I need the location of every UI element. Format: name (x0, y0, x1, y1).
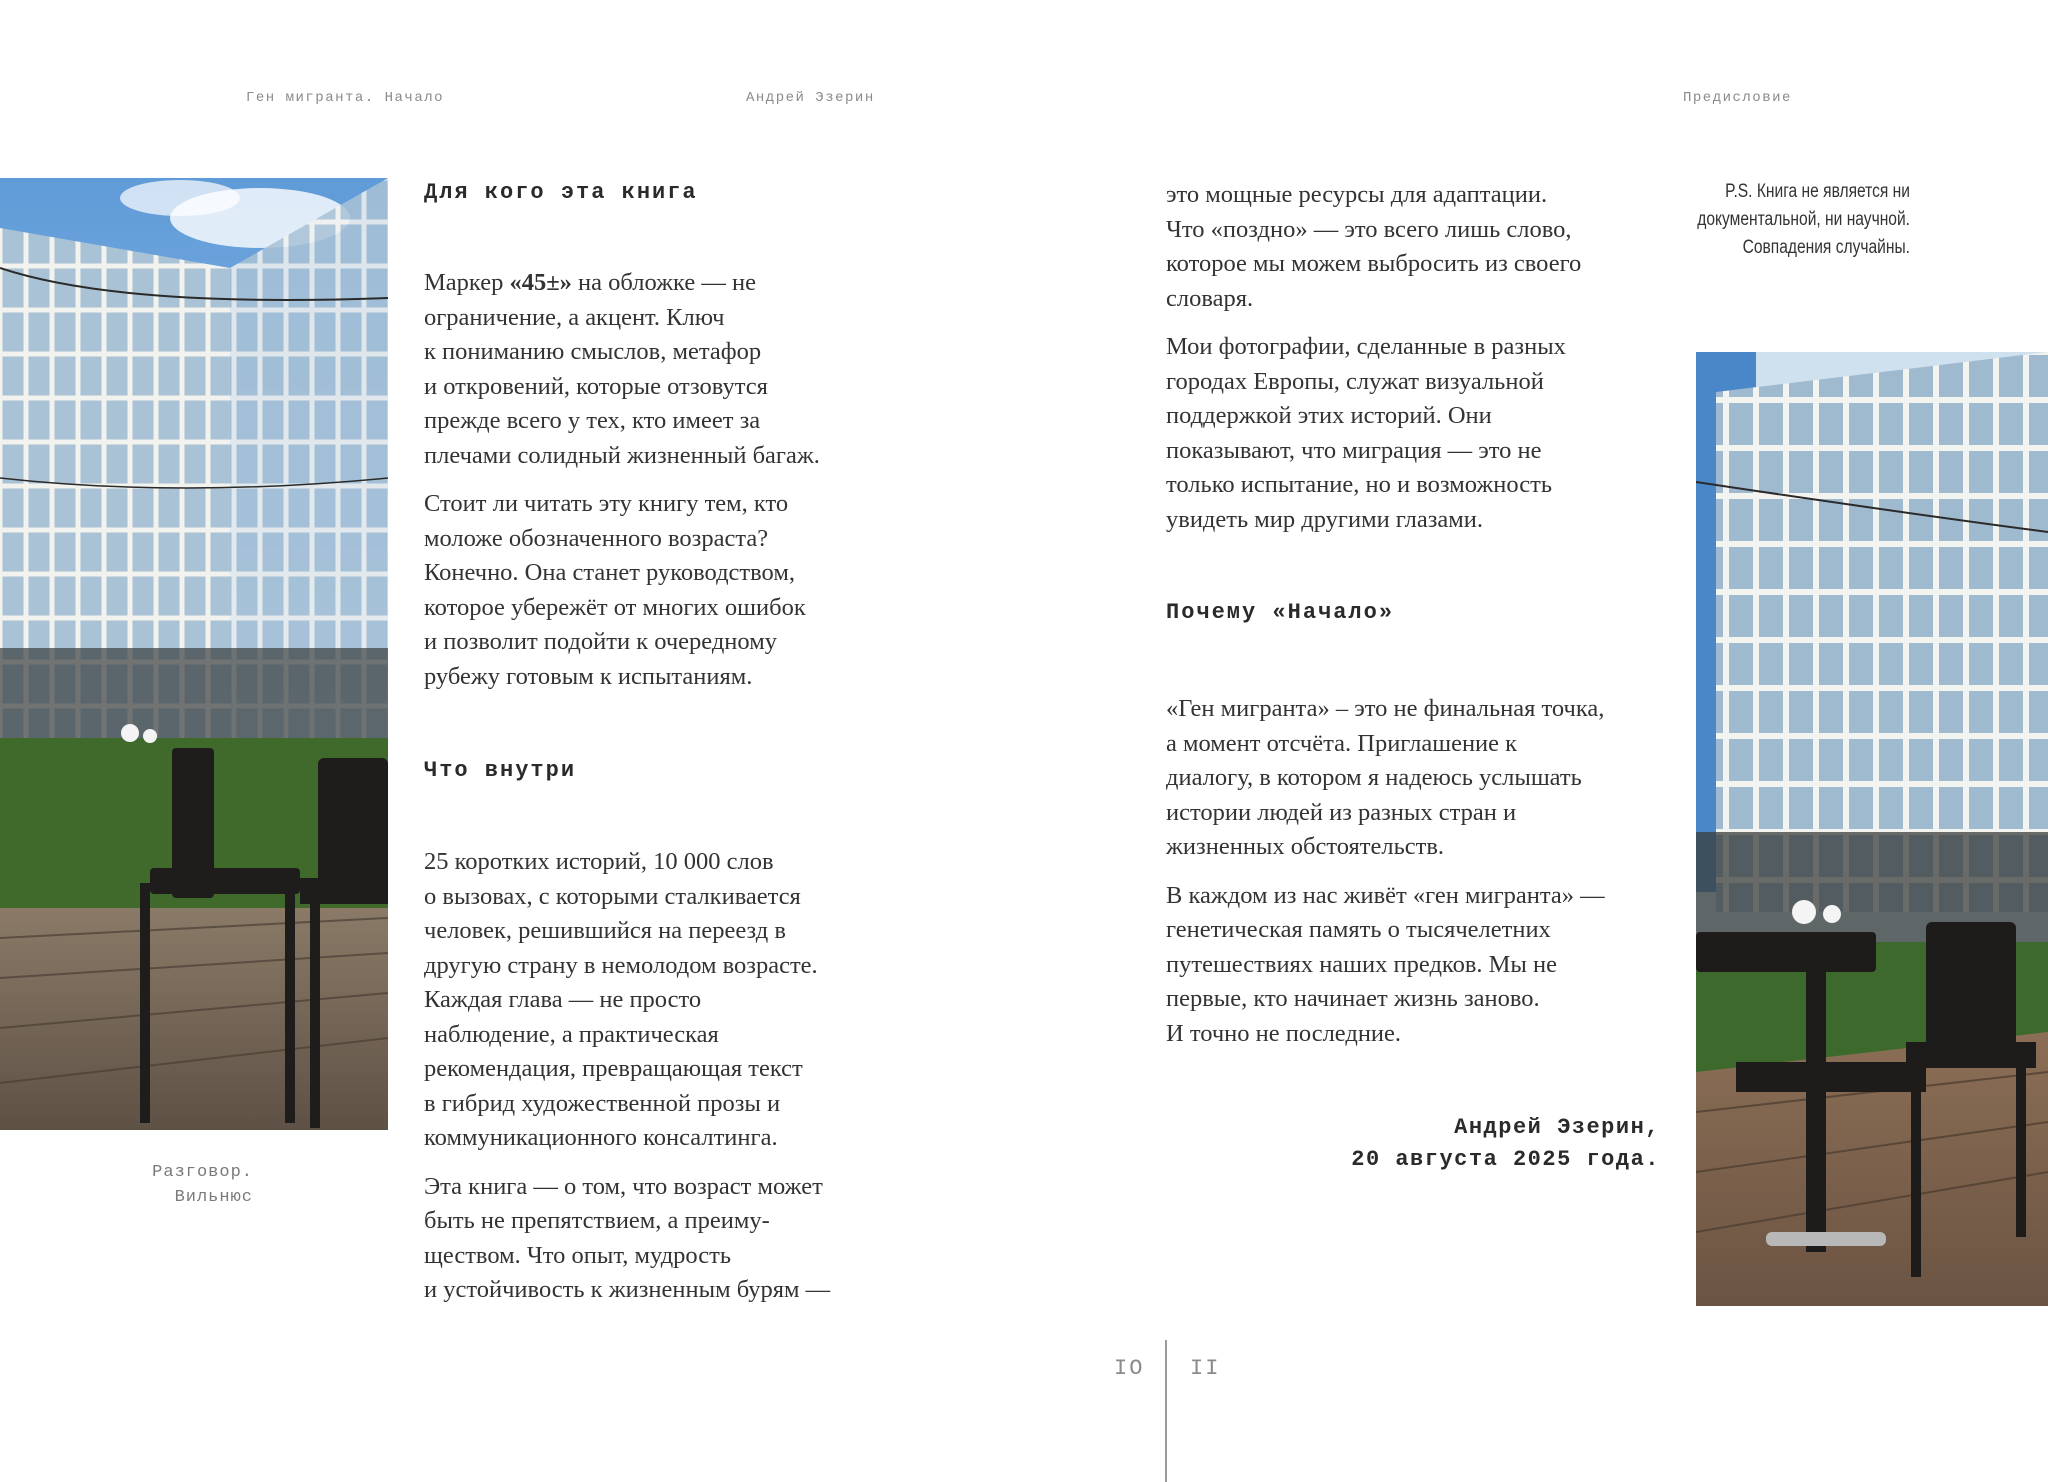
paragraph-younger-readers: Стоит ли читать эту книгу тем, кто моложе обозначенного возраста? Конечно. Она станет руководством, которое убережёт от многих ошибок и позволит подойти к очередному рубежу готовым к испытаниям. (424, 490, 806, 690)
page-number-left: IO (1114, 1356, 1145, 1381)
gutter-divider (1165, 1340, 1167, 1482)
courtyard-photo-right (1696, 352, 2048, 1306)
signature-date: 20 августа 2025 года. (1351, 1147, 1660, 1172)
courtyard-photo-left (0, 178, 388, 1130)
running-head-section: Предисловие (1683, 90, 1792, 106)
running-head-author: Андрей Эзерин (746, 90, 875, 106)
heading-audience: Для кого эта книга (424, 180, 698, 205)
paragraph-photos: Мои фотографии, сделанные в разных городах Европы, служат визуальной поддержкой этих историй. Они показывают, что миграция — это не только испытание, но и возможность увидеть мир другими глазами. (1166, 333, 1566, 533)
running-head-book-title: Ген мигранта. Начало (246, 90, 445, 106)
heading-inside: Что внутри (424, 758, 577, 783)
marker-bold: «45±» (509, 269, 572, 296)
ps-note: P.S. Книга не является ни документальной, ни научной. Совпадения случайны. (1697, 181, 1910, 258)
paragraph-resources: это мощные ресурсы для адаптации. Что «поздно» — это всего лишь слово, которое мы можем выбросить из своего словаря. (1166, 181, 1582, 312)
heading-why-beginning: Почему «Начало» (1166, 600, 1395, 625)
photo-caption-left: Разговор. Вильнюс (152, 1163, 253, 1207)
paragraph-age-advantage: Эта книга — о том, что возраст может быть не препятствием, а преиму- ществом. Что опыт, мудрость и устойчивость к жизненным бурям — (424, 1172, 831, 1303)
signature (1200, 1112, 1660, 1176)
paragraph-stories: 25 коротких историй, 10 000 слов о вызовах, с которыми сталкивается человек, решившийся на переезд в другую страну в немолодом возрасте. Каждая глава — не просто наблюдение, а практическая рекомендация, превращающая текст в гибрид художественной прозы и коммуникационного консалтинга. (424, 848, 818, 1151)
paragraph-starting-point: «Ген мигранта» – это не финальная точка, а момент отсчёта. Приглашение к диалогу, в котором я надеюсь услышать истории людей из разных стран и жизненных обстоятельств. (1166, 695, 1605, 860)
signature-name: Андрей Эзерин, (1454, 1115, 1660, 1140)
page-number-right: II (1190, 1356, 1221, 1381)
paragraph-migrant-gene: В каждом из нас живёт «ген мигранта» — генетическая память о тысячелетних путешествиях наших предков. Мы не первые, кто начинает жизнь заново. И точно не последние. (1166, 881, 1605, 1047)
paragraph-marker: Маркер «45±» на обложке — не ограничение, а акцент. Ключ к пониманию смыслов, метафор и откровений, которые отзовутся прежде всего у тех, кто имеет за плечами солидный жизненный багаж. (424, 269, 820, 469)
